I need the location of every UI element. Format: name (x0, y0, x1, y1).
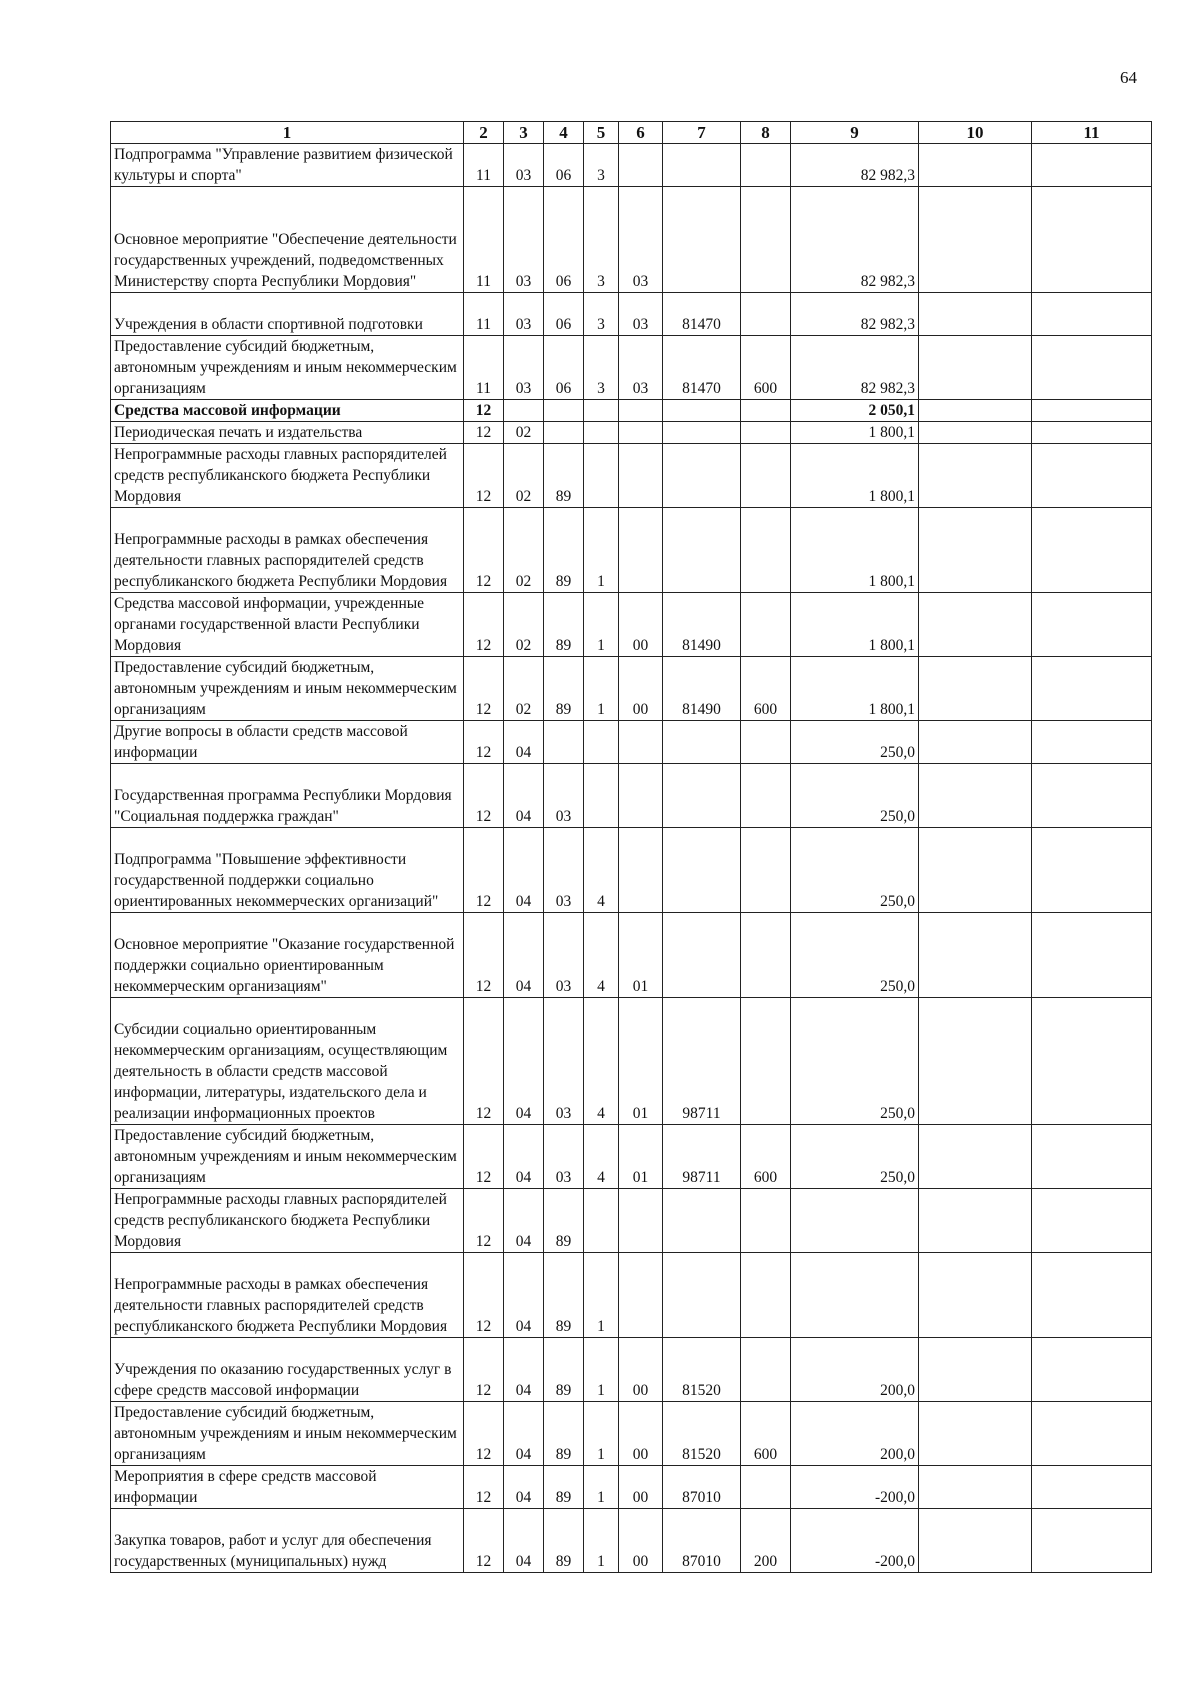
table-body (111, 144, 1152, 1573)
table-row (111, 444, 1152, 508)
row-name-cell: Непрограммные расходы в рамках обеспечения деятельности главных распорядителей средств республиканского бюджета Республики Мордовия (111, 1253, 464, 1338)
code-cell: 11 (464, 144, 504, 187)
code-cell (1032, 444, 1152, 508)
code-cell (663, 1189, 741, 1253)
column-header: 8 (741, 122, 791, 144)
code-cell: 4 (584, 998, 619, 1125)
code-cell (663, 913, 741, 998)
code-cell (741, 764, 791, 828)
code-cell (741, 400, 791, 422)
column-header: 11 (1032, 122, 1152, 144)
code-cell: 02 (504, 593, 544, 657)
code-cell (919, 764, 1032, 828)
code-cell: 12 (464, 1189, 504, 1253)
code-cell (919, 1338, 1032, 1402)
amount-cell: 82 982,3 (791, 336, 919, 400)
code-cell: 12 (464, 1253, 504, 1338)
table-row (111, 293, 1152, 336)
code-cell: 89 (544, 1509, 584, 1573)
code-cell: 4 (584, 1125, 619, 1189)
row-name-cell: Закупка товаров, работ и услуг для обеспечения государственных (муниципальных) нужд (111, 1509, 464, 1573)
code-cell: 12 (464, 1338, 504, 1402)
table-row (111, 1402, 1152, 1466)
code-cell: 3 (584, 187, 619, 293)
code-cell: 03 (504, 144, 544, 187)
code-cell: 4 (584, 828, 619, 913)
column-header: 5 (584, 122, 619, 144)
code-cell (619, 1253, 663, 1338)
code-cell: 03 (544, 998, 584, 1125)
code-cell (1032, 1125, 1152, 1189)
code-cell: 89 (544, 1338, 584, 1402)
code-cell: 600 (741, 657, 791, 721)
code-cell: 04 (504, 1338, 544, 1402)
code-cell (584, 444, 619, 508)
code-cell (619, 828, 663, 913)
code-cell (1032, 1253, 1152, 1338)
code-cell: 12 (464, 422, 504, 444)
code-cell (544, 721, 584, 764)
table-row (111, 657, 1152, 721)
table-row (111, 913, 1152, 998)
code-cell: 00 (619, 1338, 663, 1402)
row-name-cell: Непрограммные расходы главных распорядителей средств республиканского бюджета Республики Мордовия (111, 444, 464, 508)
code-cell (1032, 422, 1152, 444)
code-cell: 04 (504, 1509, 544, 1573)
code-cell (919, 1509, 1032, 1573)
code-cell (619, 764, 663, 828)
budget-table (110, 121, 1152, 1573)
code-cell (741, 422, 791, 444)
code-cell: 81490 (663, 593, 741, 657)
code-cell (919, 593, 1032, 657)
code-cell (741, 828, 791, 913)
code-cell: 89 (544, 657, 584, 721)
code-cell (619, 400, 663, 422)
code-cell: 12 (464, 828, 504, 913)
row-name-cell: Подпрограмма "Управление развитием физической культуры и спорта" (111, 144, 464, 187)
code-cell: 1 (584, 1253, 619, 1338)
code-cell (741, 1338, 791, 1402)
code-cell (919, 444, 1032, 508)
column-header: 3 (504, 122, 544, 144)
row-name-cell: Средства массовой информации (111, 400, 464, 422)
code-cell (741, 913, 791, 998)
code-cell: 12 (464, 721, 504, 764)
code-cell (741, 593, 791, 657)
code-cell: 12 (464, 593, 504, 657)
amount-cell: 250,0 (791, 828, 919, 913)
row-name-cell: Основное мероприятие "Оказание государственной поддержки социально ориентированным некоммерческим организациям" (111, 913, 464, 998)
code-cell: 600 (741, 1402, 791, 1466)
code-cell (919, 1253, 1032, 1338)
code-cell: 03 (504, 293, 544, 336)
table-row (111, 336, 1152, 400)
code-cell: 87010 (663, 1466, 741, 1509)
code-cell: 81520 (663, 1402, 741, 1466)
code-cell: 12 (464, 1402, 504, 1466)
code-cell (741, 998, 791, 1125)
column-header: 4 (544, 122, 584, 144)
amount-cell: 250,0 (791, 764, 919, 828)
code-cell: 12 (464, 764, 504, 828)
table-row (111, 721, 1152, 764)
code-cell: 600 (741, 336, 791, 400)
code-cell: 04 (504, 1466, 544, 1509)
code-cell (741, 508, 791, 593)
code-cell: 1 (584, 508, 619, 593)
code-cell (919, 293, 1032, 336)
code-cell: 02 (504, 657, 544, 721)
code-cell: 81520 (663, 1338, 741, 1402)
code-cell: 12 (464, 444, 504, 508)
code-cell (504, 400, 544, 422)
code-cell (919, 1466, 1032, 1509)
code-cell: 1 (584, 1466, 619, 1509)
row-name-cell: Государственная программа Республики Мордовия "Социальная поддержка граждан" (111, 764, 464, 828)
code-cell: 12 (464, 913, 504, 998)
code-cell: 04 (504, 764, 544, 828)
amount-cell: 1 800,1 (791, 422, 919, 444)
code-cell: 00 (619, 1402, 663, 1466)
code-cell (1032, 1402, 1152, 1466)
code-cell: 1 (584, 657, 619, 721)
code-cell (919, 422, 1032, 444)
row-name-cell: Непрограммные расходы главных распорядителей средств республиканского бюджета Республики Мордовия (111, 1189, 464, 1253)
code-cell: 1 (584, 1509, 619, 1573)
code-cell (663, 764, 741, 828)
code-cell: 600 (741, 1125, 791, 1189)
code-cell: 89 (544, 444, 584, 508)
amount-cell: -200,0 (791, 1509, 919, 1573)
code-cell: 12 (464, 1466, 504, 1509)
table-row (111, 144, 1152, 187)
code-cell (1032, 144, 1152, 187)
column-header: 9 (791, 122, 919, 144)
table-row (111, 593, 1152, 657)
column-header: 10 (919, 122, 1032, 144)
code-cell: 98711 (663, 1125, 741, 1189)
code-cell: 89 (544, 1189, 584, 1253)
code-cell (919, 336, 1032, 400)
code-cell (584, 400, 619, 422)
amount-cell: 82 982,3 (791, 293, 919, 336)
code-cell: 1 (584, 1338, 619, 1402)
code-cell: 89 (544, 593, 584, 657)
code-cell: 04 (504, 913, 544, 998)
code-cell (663, 444, 741, 508)
table-row (111, 1125, 1152, 1189)
row-name-cell: Учреждения в области спортивной подготовки (111, 293, 464, 336)
amount-cell: 200,0 (791, 1402, 919, 1466)
row-name-cell: Другие вопросы в области средств массовой информации (111, 721, 464, 764)
code-cell (1032, 764, 1152, 828)
code-cell: 03 (619, 336, 663, 400)
row-name-cell: Предоставление субсидий бюджетным, автономным учреждениям и иным некоммерческим организациям (111, 657, 464, 721)
code-cell (663, 422, 741, 444)
code-cell: 01 (619, 1125, 663, 1189)
code-cell: 01 (619, 913, 663, 998)
code-cell: 01 (619, 998, 663, 1125)
code-cell (619, 508, 663, 593)
code-cell: 81470 (663, 293, 741, 336)
code-cell (919, 508, 1032, 593)
table-row (111, 422, 1152, 444)
code-cell (919, 721, 1032, 764)
code-cell (741, 1466, 791, 1509)
code-cell (741, 293, 791, 336)
code-cell (741, 1189, 791, 1253)
code-cell: 03 (619, 293, 663, 336)
code-cell: 04 (504, 828, 544, 913)
table-row (111, 1509, 1152, 1573)
header-row (111, 122, 1152, 144)
code-cell: 200 (741, 1509, 791, 1573)
row-name-cell: Периодическая печать и издательства (111, 422, 464, 444)
code-cell: 4 (584, 913, 619, 998)
code-cell (663, 721, 741, 764)
code-cell (663, 1253, 741, 1338)
code-cell (741, 444, 791, 508)
code-cell: 81490 (663, 657, 741, 721)
code-cell: 03 (544, 764, 584, 828)
code-cell: 11 (464, 293, 504, 336)
code-cell (919, 400, 1032, 422)
column-header: 6 (619, 122, 663, 144)
code-cell (1032, 1189, 1152, 1253)
code-cell: 06 (544, 144, 584, 187)
amount-cell: 1 800,1 (791, 444, 919, 508)
code-cell (619, 1189, 663, 1253)
code-cell (1032, 293, 1152, 336)
amount-cell: 82 982,3 (791, 187, 919, 293)
code-cell: 03 (504, 187, 544, 293)
code-cell (1032, 657, 1152, 721)
column-header: 2 (464, 122, 504, 144)
amount-cell (791, 1253, 919, 1338)
code-cell (919, 657, 1032, 721)
code-cell: 1 (584, 1402, 619, 1466)
code-cell: 03 (619, 187, 663, 293)
code-cell (1032, 1466, 1152, 1509)
row-name-cell: Мероприятия в сфере средств массовой информации (111, 1466, 464, 1509)
code-cell (663, 508, 741, 593)
row-name-cell: Основное мероприятие "Обеспечение деятельности государственных учреждений, подведомственных Министерству спорта Республики Мордовия" (111, 187, 464, 293)
code-cell: 89 (544, 508, 584, 593)
amount-cell: 250,0 (791, 1125, 919, 1189)
code-cell: 12 (464, 998, 504, 1125)
code-cell: 00 (619, 593, 663, 657)
code-cell (1032, 1338, 1152, 1402)
code-cell (919, 998, 1032, 1125)
row-name-cell: Средства массовой информации, учрежденные органами государственной власти Республики Мордовия (111, 593, 464, 657)
code-cell (1032, 593, 1152, 657)
amount-cell: 1 800,1 (791, 657, 919, 721)
code-cell (919, 1125, 1032, 1189)
code-cell: 03 (544, 828, 584, 913)
table-row (111, 828, 1152, 913)
code-cell: 3 (584, 336, 619, 400)
code-cell (544, 400, 584, 422)
code-cell: 06 (544, 336, 584, 400)
code-cell: 02 (504, 422, 544, 444)
code-cell: 89 (544, 1466, 584, 1509)
table-row (111, 187, 1152, 293)
code-cell: 12 (464, 657, 504, 721)
row-name-cell: Непрограммные расходы в рамках обеспечения деятельности главных распорядителей средств республиканского бюджета Республики Мордовия (111, 508, 464, 593)
code-cell (1032, 508, 1152, 593)
row-name-cell: Предоставление субсидий бюджетным, автономным учреждениям и иным некоммерческим организациям (111, 336, 464, 400)
table-row (111, 764, 1152, 828)
row-name-cell: Субсидии социально ориентированным некоммерческим организациям, осуществляющим деятельность в области средств массовой информации, литературы, издательского дела и реализации информационных проектов (111, 998, 464, 1125)
code-cell: 00 (619, 1466, 663, 1509)
code-cell: 04 (504, 1125, 544, 1189)
code-cell (1032, 828, 1152, 913)
code-cell (1032, 1509, 1152, 1573)
amount-cell (791, 1189, 919, 1253)
code-cell: 04 (504, 1253, 544, 1338)
code-cell: 03 (544, 1125, 584, 1189)
code-cell (1032, 187, 1152, 293)
code-cell: 00 (619, 1509, 663, 1573)
table-row (111, 1466, 1152, 1509)
table-row (111, 400, 1152, 422)
code-cell: 04 (504, 1189, 544, 1253)
code-cell: 89 (544, 1402, 584, 1466)
code-cell (663, 144, 741, 187)
table-row (111, 1338, 1152, 1402)
amount-cell: 250,0 (791, 998, 919, 1125)
amount-cell: 2 050,1 (791, 400, 919, 422)
code-cell (1032, 721, 1152, 764)
row-name-cell: Учреждения по оказанию государственных услуг в сфере средств массовой информации (111, 1338, 464, 1402)
code-cell (619, 144, 663, 187)
code-cell (584, 721, 619, 764)
code-cell (741, 144, 791, 187)
amount-cell: 1 800,1 (791, 593, 919, 657)
code-cell (1032, 336, 1152, 400)
amount-cell: 1 800,1 (791, 508, 919, 593)
code-cell (619, 721, 663, 764)
code-cell: 87010 (663, 1509, 741, 1573)
amount-cell: 250,0 (791, 913, 919, 998)
code-cell: 00 (619, 657, 663, 721)
code-cell (1032, 913, 1152, 998)
code-cell: 3 (584, 293, 619, 336)
code-cell (741, 187, 791, 293)
code-cell: 04 (504, 998, 544, 1125)
code-cell: 11 (464, 187, 504, 293)
code-cell (619, 422, 663, 444)
code-cell (1032, 400, 1152, 422)
code-cell (1032, 998, 1152, 1125)
table-row (111, 1189, 1152, 1253)
code-cell: 81470 (663, 336, 741, 400)
amount-cell: 250,0 (791, 721, 919, 764)
code-cell: 12 (464, 508, 504, 593)
code-cell (919, 913, 1032, 998)
code-cell (741, 1253, 791, 1338)
page-number: 64 (1120, 68, 1137, 87)
column-header: 7 (663, 122, 741, 144)
code-cell (544, 422, 584, 444)
code-cell (584, 422, 619, 444)
amount-cell: 82 982,3 (791, 144, 919, 187)
code-cell (919, 144, 1032, 187)
code-cell: 89 (544, 1253, 584, 1338)
code-cell (584, 1189, 619, 1253)
code-cell: 12 (464, 1125, 504, 1189)
code-cell: 1 (584, 593, 619, 657)
code-cell: 06 (544, 187, 584, 293)
code-cell: 98711 (663, 998, 741, 1125)
table-row (111, 1253, 1152, 1338)
table-row (111, 508, 1152, 593)
row-name-cell: Предоставление субсидий бюджетным, автономным учреждениям и иным некоммерческим организациям (111, 1125, 464, 1189)
row-name-cell: Подпрограмма "Повышение эффективности государственной поддержки социально ориентированных некоммерческих организаций" (111, 828, 464, 913)
code-cell (663, 400, 741, 422)
code-cell: 12 (464, 1509, 504, 1573)
amount-cell: 200,0 (791, 1338, 919, 1402)
code-cell (663, 828, 741, 913)
code-cell (919, 187, 1032, 293)
table-row (111, 998, 1152, 1125)
amount-cell: -200,0 (791, 1466, 919, 1509)
code-cell: 03 (544, 913, 584, 998)
code-cell (741, 721, 791, 764)
code-cell: 11 (464, 336, 504, 400)
code-cell (919, 1402, 1032, 1466)
code-cell: 06 (544, 293, 584, 336)
column-header: 1 (111, 122, 464, 144)
code-cell (919, 828, 1032, 913)
code-cell: 12 (464, 400, 504, 422)
code-cell: 02 (504, 444, 544, 508)
code-cell (919, 1189, 1032, 1253)
code-cell: 3 (584, 144, 619, 187)
code-cell (584, 764, 619, 828)
code-cell: 04 (504, 1402, 544, 1466)
code-cell (619, 444, 663, 508)
code-cell: 04 (504, 721, 544, 764)
code-cell: 02 (504, 508, 544, 593)
code-cell (663, 187, 741, 293)
code-cell: 03 (504, 336, 544, 400)
row-name-cell: Предоставление субсидий бюджетным, автономным учреждениям и иным некоммерческим организациям (111, 1402, 464, 1466)
